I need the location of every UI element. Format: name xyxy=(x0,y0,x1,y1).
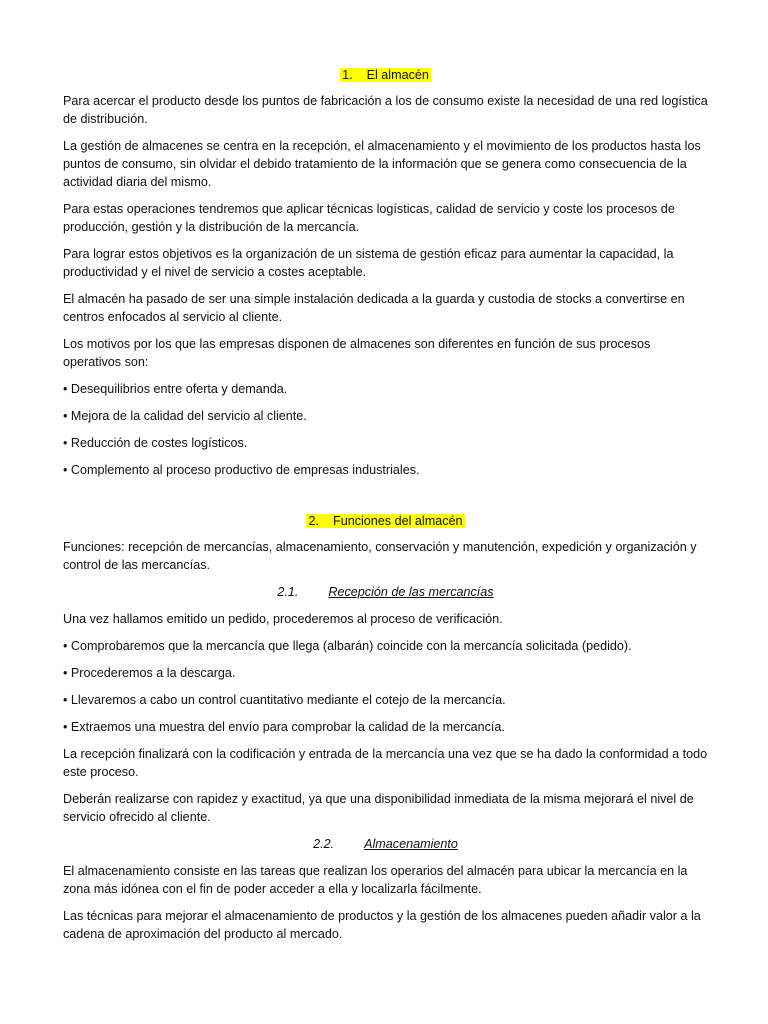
section-2-heading xyxy=(63,512,708,530)
section-1-number: 1. xyxy=(342,68,353,82)
subsection-2-1-number: 2.1. xyxy=(277,585,299,599)
bullet-item: • Comprobaremos que la mercancía que llega (albarán) coincide con la mercancía solicitada (pedido). xyxy=(63,639,632,653)
paragraph: El almacén ha pasado de ser una simple instalación dedicada a la guarda y custodia de stocks a convertirse en centros enfocados al servicio al cliente. xyxy=(63,292,685,324)
bullet-item: • Llevaremos a cabo un control cuantitativo mediante el cotejo de la mercancía. xyxy=(63,693,506,707)
section-2-title: Funciones del almacén xyxy=(333,514,463,528)
bullet-item: • Complemento al proceso productivo de empresas industriales. xyxy=(63,463,420,477)
subsection-2-1-heading xyxy=(63,583,708,601)
paragraph: La gestión de almacenes se centra en la recepción, el almacenamiento y el movimiento de los productos hasta los puntos de consumo, sin olvidar el debido tratamiento de la información que se genera como consecuencia de la actividad diaria del mismo. xyxy=(63,139,701,189)
subsection-2-1-title: Recepción de las mercancías xyxy=(328,585,494,599)
paragraph: Deberán realizarse con rapidez y exactitud, ya que una disponibilidad inmediata de la misma mejorará el nivel de servicio ofrecido al cliente. xyxy=(63,792,694,824)
paragraph: Para lograr estos objetivos es la organización de un sistema de gestión eficaz para aumentar la capacidad, la productividad y el nivel de servicio a costes aceptable. xyxy=(63,247,674,279)
paragraph: Funciones: recepción de mercancías, almacenamiento, conservación y manutención, expedición y organización y control de las mercancías. xyxy=(63,540,697,572)
section-1-heading xyxy=(63,66,708,84)
bullet-item: • Reducción de costes logísticos. xyxy=(63,436,248,450)
paragraph: Los motivos por los que las empresas disponen de almacenes son diferentes en función de sus procesos operativos son: xyxy=(63,337,651,369)
section-spacer xyxy=(63,488,708,512)
bullet-item: • Mejora de la calidad del servicio al cliente. xyxy=(63,409,307,423)
section-1-title: El almacén xyxy=(366,68,429,82)
bullet-item: • Desequilibrios entre oferta y demanda. xyxy=(63,382,288,396)
bullet-item: • Procederemos a la descarga. xyxy=(63,666,236,680)
paragraph: La recepción finalizará con la codificación y entrada de la mercancía una vez que se ha dado la conformidad a todo este proceso. xyxy=(63,747,708,779)
bullet-item: • Extraemos una muestra del envío para comprobar la calidad de la mercancía. xyxy=(63,720,505,734)
section-2-number: 2. xyxy=(308,514,319,528)
subsection-2-2-title: Almacenamiento xyxy=(364,837,458,851)
subsection-2-2-number: 2.2. xyxy=(313,837,335,851)
paragraph: Una vez hallamos emitido un pedido, procederemos al proceso de verificación. xyxy=(63,612,503,626)
subsection-2-2-heading xyxy=(63,835,708,853)
document-body xyxy=(63,66,708,952)
paragraph: Para estas operaciones tendremos que aplicar técnicas logísticas, calidad de servicio y coste los procesos de producción, gestión y la distribución de la mercancía. xyxy=(63,202,675,234)
paragraph: Para acercar el producto desde los puntos de fabricación a los de consumo existe la necesidad de una red logística de distribución. xyxy=(63,94,708,126)
paragraph: El almacenamiento consiste en las tareas que realizan los operarios del almacén para ubicar la mercancía en la zona más idónea con el fin de poder acceder a ella y localizarla fácilmente. xyxy=(63,864,688,896)
paragraph: Las técnicas para mejorar el almacenamiento de productos y la gestión de los almacenes pueden añadir valor a la cadena de aproximación del producto al mercado. xyxy=(63,909,701,941)
